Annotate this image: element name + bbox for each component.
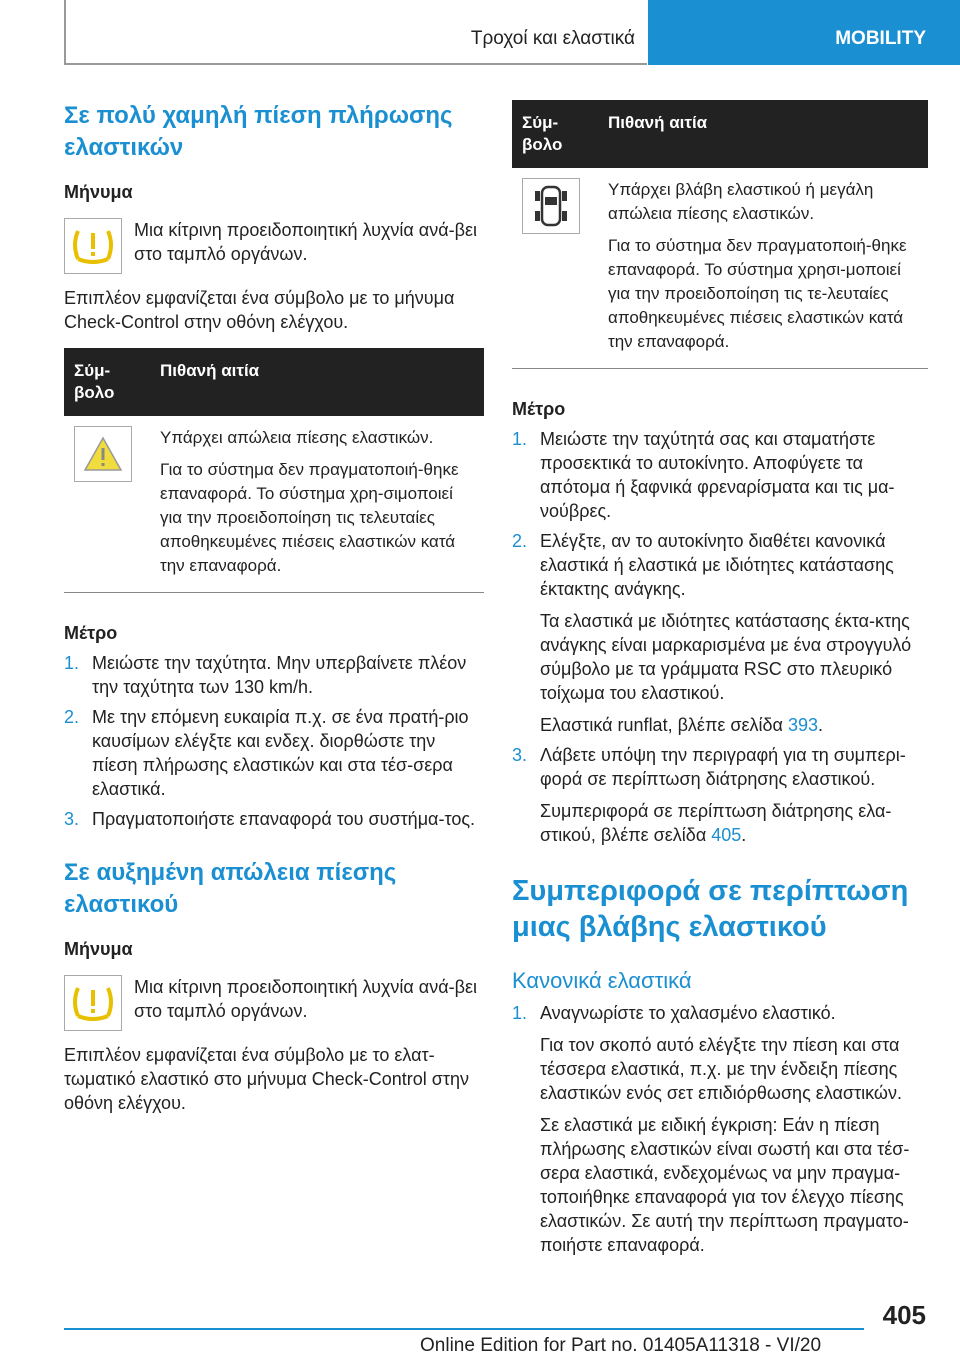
step-number: 1. <box>64 653 80 673</box>
step-number: 3. <box>64 809 80 829</box>
footer-edition: Online Edition for Part no. 01405A11318 - VI/20 <box>420 1335 822 1356</box>
measure-label: Μέτρο <box>512 399 566 419</box>
reference-suffix: . <box>818 715 824 735</box>
tab-mobility-label: MOBILITY <box>835 28 926 49</box>
step-number: 1. <box>512 429 528 449</box>
cause-text: Για το σύστημα δεν πραγματοποιή-θηκε επαναφορά. Το σύστημα χρησι-μοποιεί για την προειδοποίηση τις τε-λευταίες αποθηκευμένες πιέσεις ελαστικών κατά την επαναφορά. <box>608 236 907 351</box>
symbol-cell <box>64 416 150 593</box>
cause-text: Υπάρχει απώλεια πίεσης ελαστικών. <box>160 428 434 447</box>
footer-rule <box>64 1328 864 1330</box>
table-row <box>64 416 484 593</box>
measure-label: Μέτρο <box>64 623 118 643</box>
tire-pressure-warning-icon <box>64 975 122 1031</box>
step-text: Για τον σκοπό αυτό ελέγξτε την πίεση και στα τέσσερα ελαστικά, π.χ. με την ένδειξη πίεσης ελαστικών ενός σετ επιδιόρθωσης ελαστικών. <box>540 1035 902 1103</box>
header-underline <box>64 63 647 65</box>
tire-pressure-warning-icon <box>64 218 122 274</box>
message-label: Μήνυμα <box>64 182 133 202</box>
warning-triangle-icon <box>74 426 132 482</box>
column-header-cause: Πιθανή αιτία <box>598 100 928 168</box>
heading-low-pressure: Σε πολύ χαμηλή πίεση πλήρωσης ελαστικών <box>64 102 453 161</box>
step-text <box>540 713 928 737</box>
list-item <box>64 651 484 699</box>
symbol-cell <box>512 168 598 369</box>
list-item <box>512 743 928 847</box>
heading-increased-loss: Σε αυξημένη απώλεια πίεσης ελαστικού <box>64 859 397 918</box>
reference-text: Συμπεριφορά σε περίπτωση διάτρησης ελα-στικού, βλέπε σελίδα <box>540 801 892 845</box>
header-divider <box>64 0 66 64</box>
measure-list <box>512 427 928 847</box>
list-item <box>64 705 484 801</box>
page-link-405[interactable]: 405 <box>711 825 742 845</box>
step-text: Πραγματοποιήστε επαναφορά του συστήμα-τος. <box>92 809 476 829</box>
step-text: Ελέγξτε, αν το αυτοκίνητο διαθέτει κανονικά ελαστικά ή ελαστικά με ιδιότητες κατάστασης έκτακτης ανάγκης. <box>540 531 894 599</box>
list-item <box>512 427 928 523</box>
step-number: 2. <box>64 707 80 727</box>
normal-tires-list <box>512 1001 928 1257</box>
warning-lamp-row <box>64 975 484 1031</box>
cause-cell <box>150 416 484 593</box>
additional-info: Επιπλέον εμφανίζεται ένα σύμβολο με το μήνυμα Check-Control στην οθόνη ελέγχου. <box>64 288 455 332</box>
list-item <box>512 1001 928 1257</box>
header-section-title: Τροχοί και ελαστικά <box>470 28 635 49</box>
column-header-cause: Πιθανή αιτία <box>150 348 484 416</box>
column-header-symbol: Σύμ-βολο <box>512 100 598 168</box>
step-text: Με την επόμενη ευκαιρία π.χ. σε ένα πρατή-ριο καυσίμων ελέγξτε και ενδεχ. διορθώστε την πίεση πλήρωσης ελαστικών και στα τέσ-σερα ελαστικά. <box>92 707 469 799</box>
step-text: Σε ελαστικά με ειδική έγκριση: Εάν η πίεση πλήρωσης ελαστικών είναι σωστή και στα τέσ-σερα ελαστικά, ενδεχομένως να μην πραγμα-τοποιήθηκε επαναφορά για τον έλεγχο πίεσης ελαστικών. Σε αυτή την περίπτωση πραγματο-ποιήστε επαναφορά. <box>540 1115 910 1255</box>
step-number: 2. <box>512 531 528 551</box>
step-text: Μειώστε την ταχύτητα. Μην υπερβαίνετε πλέον την ταχύτητα των 130 km/h. <box>92 653 467 697</box>
reference-text: Ελαστικά runflat, βλέπε σελίδα <box>540 715 788 735</box>
step-text: Λάβετε υπόψη την περιγραφή για τη συμπερι-φορά σε περίπτωση διάτρησης ελαστικού. <box>540 745 906 789</box>
cause-text: Υπάρχει βλάβη ελαστικού ή μεγάλη απώλεια πίεσης ελαστικών. <box>608 180 874 223</box>
page-number: 405 <box>882 1300 926 1330</box>
heading-tire-damage: Συμπεριφορά σε περίπτωση μιας βλάβης ελαστικού <box>512 875 909 943</box>
message-text: Μια κίτρινη προειδοποιητική λυχνία ανά-βει στο ταμπλό οργάνων. <box>134 220 477 264</box>
step-text <box>540 799 928 847</box>
step-text: Τα ελαστικά με ιδιότητες κατάστασης έκτα-κτης ανάγκης είναι μαρκαρισμένα με ένα στρογγυλό σύμβολο με τα γράμματα RSC στο πλευρικό τοίχωμα του ελαστικού. <box>540 611 912 703</box>
additional-info: Επιπλέον εμφανίζεται ένα σύμβολο με το ελατ-τωματικό ελαστικό στο μήνυμα Check-Control στην οθόνη ελέγχου. <box>64 1045 470 1113</box>
step-number: 1. <box>512 1003 528 1023</box>
cause-table <box>512 100 928 369</box>
table-row <box>512 168 928 369</box>
step-text: Μειώστε την ταχύτητά σας και σταματήστε προσεκτικά το αυτοκίνητο. Αποφύγετε τα απότομα ή ξαφνικά φρεναρίσματα και τις μα-νούβρες. <box>540 429 895 521</box>
column-header-symbol: Σύμ-βολο <box>64 348 150 416</box>
cause-table <box>64 348 484 593</box>
message-label: Μήνυμα <box>64 939 133 959</box>
page-link-393[interactable]: 393 <box>787 715 819 735</box>
warning-lamp-row <box>64 218 484 274</box>
measure-list <box>64 651 484 831</box>
car-tire-defect-icon <box>522 178 580 234</box>
reference-suffix: . <box>741 825 747 845</box>
tab-mobility[interactable] <box>648 0 960 65</box>
left-column <box>64 100 484 1115</box>
cause-text: Για το σύστημα δεν πραγματοποιή-θηκε επαναφορά. Το σύστημα χρη-σιμοποιεί για την προειδοποίηση τις τελευταίες αποθηκευμένες πιέσεις ελαστικών κατά την επαναφορά. <box>160 460 459 575</box>
step-number: 3. <box>512 745 528 765</box>
subheading-normal-tires: Κανονικά ελαστικά <box>512 968 692 993</box>
step-text: Αναγνωρίστε το χαλασμένο ελαστικό. <box>540 1003 836 1023</box>
right-column <box>512 100 928 1257</box>
list-item <box>512 529 928 737</box>
message-text: Μια κίτρινη προειδοποιητική λυχνία ανά-βει στο ταμπλό οργάνων. <box>134 977 477 1021</box>
list-item <box>64 807 484 831</box>
cause-cell <box>598 168 928 369</box>
